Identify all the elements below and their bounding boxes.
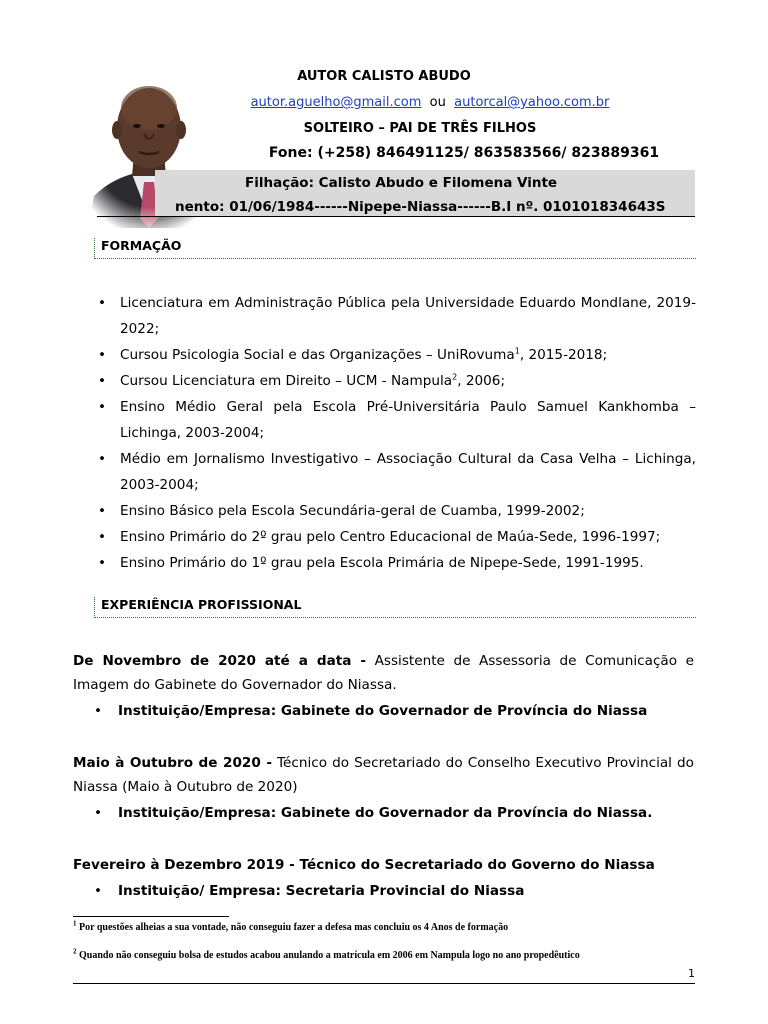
footnote-1: $^1$ Por questões alheias a sua vontade, não conseguiu fazer a defesa mas concluiu os 4 Anos de formação: [73, 919, 509, 933]
experience-description: Técnico do Secretariado do Conselho Executivo Provincial do Niassa (Maio à Outubro de 2020): [73, 755, 694, 795]
experience-institution: • Instituição/ Empresa: Secretaria Provincial do Niassa: [96, 883, 524, 899]
education-list: [96, 290, 696, 576]
experience-entry: [73, 853, 694, 877]
list-item: • Cursou Psicologia Social e das Organizações – UniRovuma$^1$, 2015-2018;: [96, 342, 696, 368]
footnote-number: 1: [73, 919, 77, 928]
birth-info: nento: 01/06/1984------Nipepe-Niassa------B.I nº. 010101834643S: [175, 199, 666, 215]
list-item: • Médio em Jornalismo Investigativo – Associação Cultural da Casa Velha – Lichinga, 2003-2004;: [96, 446, 696, 498]
footnote-ref[interactable]: 2: [452, 372, 458, 382]
contact-emails: [46, 95, 768, 110]
footer-divider: [73, 983, 695, 984]
email-link-secondary[interactable]: autorcal@yahoo.com.br: [454, 95, 610, 110]
footnote-2: $^2$ Quando não conseguiu bolsa de estudos acabou anulando a matrícula em 2006 em Nampula logo no ano propedêutico: [73, 947, 580, 961]
filiation: Filhação: Calisto Abudo e Filomena Vinte: [245, 175, 558, 191]
header-divider: [97, 216, 695, 217]
footnote-number: 2: [73, 947, 77, 956]
list-item: • Ensino Primário do 1º grau pela Escola Primária de Nipepe-Sede, 1991-1995.: [96, 550, 696, 576]
author-name: AUTOR CALISTO ABUDO: [297, 69, 471, 84]
footnote-ref[interactable]: 1: [514, 346, 520, 356]
section-heading-formacao: [94, 238, 696, 259]
email-link-primary[interactable]: autor.aguelho@gmail.com: [250, 95, 422, 110]
experience-period: Fevereiro à Dezembro 2019 - Técnico do Secretariado do Governo do Niassa: [73, 857, 655, 873]
list-item: • Licenciatura em Administração Pública pela Universidade Eduardo Mondlane, 2019-2022;: [96, 290, 696, 342]
section-title: EXPERIÊNCIA PROFISSIONAL: [101, 597, 302, 612]
experience-institution: • Instituição/Empresa: Gabinete do Governador de Província do Niassa: [96, 703, 647, 719]
experience-entry: [73, 649, 694, 697]
list-item: • Ensino Primário do 2º grau pelo Centro Educacional de Maúa-Sede, 1996-1997;: [96, 524, 696, 550]
phone-numbers: Fone: (+258) 846491125/ 863583566/ 823889361: [268, 145, 660, 161]
experience-description: Assistente de Assessoria de Comunicação e Imagem do Gabinete do Governador do Niassa.: [73, 653, 694, 693]
page-number: 1: [688, 967, 695, 980]
experience-period: De Novembro de 2020 até a data -: [73, 653, 367, 669]
list-item: • Ensino Médio Geral pela Escola Pré-Universitária Paulo Samuel Kankhomba – Lichinga, 2003-2004;: [96, 394, 696, 446]
email-separator: ou: [429, 95, 446, 110]
list-item: • Ensino Básico pela Escola Secundária-geral de Cuamba, 1999-2002;: [96, 498, 696, 524]
experience-institution: • Instituição/Empresa: Gabinete do Governador da Província do Niassa.: [96, 805, 652, 821]
footnote-divider: [73, 916, 229, 917]
experience-period: Maio à Outubro de 2020 -: [73, 755, 272, 771]
marital-status: SOLTEIRO – PAI DE TRÊS FILHOS: [303, 121, 537, 136]
section-title: FORMAÇÃO: [101, 238, 182, 253]
list-item: • Cursou Licenciatura em Direito – UCM - Nampula$^2$, 2006;: [96, 368, 696, 394]
experience-entry: [73, 751, 694, 799]
section-heading-experiencia: [94, 597, 696, 618]
